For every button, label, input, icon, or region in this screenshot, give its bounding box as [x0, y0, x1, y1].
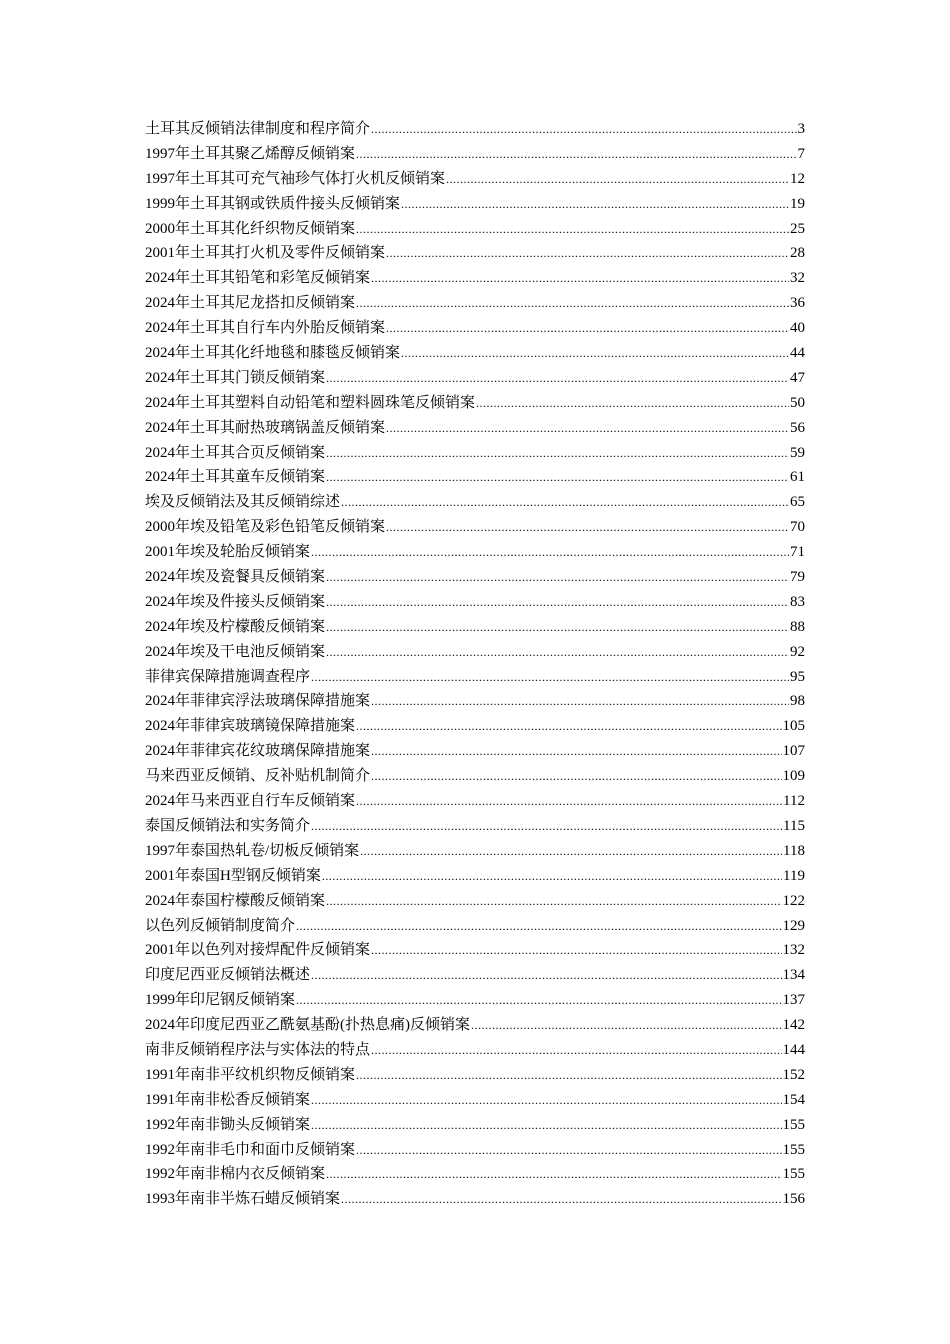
toc-entry-title: 2000年埃及铅笔及彩色铅笔反倾销案: [145, 519, 386, 536]
toc-entry[interactable]: [145, 789, 805, 814]
toc-entry-title: 2024年埃及件接头反倾销案: [145, 593, 326, 610]
toc-entry-title: 1991年南非松香反倾销案: [145, 1091, 311, 1108]
toc-entry-title: 泰国反倾销法和实务简介: [145, 817, 311, 834]
toc-entry-title: 2024年土耳其童车反倾销案: [145, 469, 326, 486]
toc-dot-leader: [371, 117, 796, 142]
toc-entry-title: 2024年土耳其自行车内外胎反倾销案: [145, 320, 386, 337]
toc-entry-page-number: 152: [782, 1066, 805, 1083]
toc-entry[interactable]: [145, 665, 805, 690]
toc-entry-title: 2001年土耳其打火机及零件反倾销案: [145, 245, 386, 262]
toc-entry-page-number: 105: [782, 718, 805, 735]
toc-dot-leader: [371, 689, 789, 714]
toc-dot-leader: [356, 217, 789, 242]
toc-entry-title: 2001年泰国H型钢反倾销案: [145, 867, 321, 884]
toc-entry-title: 南非反倾销程序法与实体法的特点: [145, 1041, 371, 1058]
toc-dot-leader: [356, 789, 782, 814]
toc-dot-leader: [326, 366, 789, 391]
toc-dot-leader: [311, 1088, 781, 1113]
toc-entry[interactable]: [145, 1088, 805, 1113]
toc-entry-title: 2024年菲律宾浮法玻璃保障措施案: [145, 693, 371, 710]
toc-dot-leader: [311, 1113, 781, 1138]
toc-entry-title: 1997年土耳其可充气袖珍气体打火机反倾销案: [145, 170, 446, 187]
toc-entry[interactable]: [145, 689, 805, 714]
toc-dot-leader: [371, 266, 789, 291]
toc-entry-title: 印度尼西亚反倾销法概述: [145, 967, 311, 984]
toc-dot-leader: [311, 540, 789, 565]
toc-entry-page-number: 98: [790, 693, 805, 710]
toc-entry-title: 2024年土耳其合页反倾销案: [145, 444, 326, 461]
toc-entry[interactable]: [145, 565, 805, 590]
toc-dot-leader: [326, 441, 789, 466]
toc-entry[interactable]: [145, 864, 805, 889]
toc-entry-title: 2000年土耳其化纤织物反倾销案: [145, 220, 356, 237]
toc-entry[interactable]: [145, 217, 805, 242]
toc-entry[interactable]: [145, 416, 805, 441]
toc-entry-title: 2024年埃及柠檬酸反倾销案: [145, 618, 326, 635]
toc-entry-title: 埃及反倾销法及其反倾销综述: [145, 494, 341, 511]
toc-entry[interactable]: [145, 241, 805, 266]
toc-entry-title: 1992年南非棉内衣反倾销案: [145, 1166, 326, 1183]
toc-entry[interactable]: [145, 1162, 805, 1187]
toc-entry-page-number: 88: [790, 618, 805, 635]
toc-entry-page-number: 112: [783, 793, 805, 810]
toc-dot-leader: [326, 565, 789, 590]
toc-dot-leader: [360, 839, 782, 864]
toc-entry-title: 马来西亚反倾销、反补贴机制简介: [145, 768, 371, 785]
toc-dot-leader: [356, 291, 789, 316]
toc-entry[interactable]: [145, 515, 805, 540]
toc-entry-title: 菲律宾保障措施调查程序: [145, 668, 311, 685]
toc-entry-page-number: 28: [790, 245, 805, 262]
toc-entry-page-number: 71: [790, 544, 805, 561]
toc-dot-leader: [386, 241, 789, 266]
toc-entry-page-number: 7: [797, 145, 805, 162]
toc-entry-title: 2024年印度尼西亚乙酰氨基酚(扑热息痛)反倾销案: [145, 1017, 470, 1034]
toc-dot-leader: [311, 814, 782, 839]
toc-entry[interactable]: [145, 714, 805, 739]
toc-entry[interactable]: [145, 764, 805, 789]
toc-dot-leader: [356, 1063, 781, 1088]
toc-dot-leader: [326, 615, 789, 640]
toc-entry-title: 1999年印尼钢反倾销案: [145, 992, 296, 1009]
toc-entry[interactable]: [145, 590, 805, 615]
toc-entry-page-number: 19: [790, 195, 805, 212]
toc-dot-leader: [311, 963, 781, 988]
toc-dot-leader: [341, 490, 789, 515]
toc-entry-title: 2024年土耳其塑料自动铅笔和塑料圆珠笔反倾销案: [145, 394, 476, 411]
toc-entry-title: 2024年土耳其耐热玻璃锅盖反倾销案: [145, 419, 386, 436]
toc-entry-title: 2024年埃及干电池反倾销案: [145, 643, 326, 660]
toc-entry-page-number: 59: [790, 444, 805, 461]
toc-entry-title: 2024年埃及瓷餐具反倾销案: [145, 569, 326, 586]
toc-entry[interactable]: [145, 366, 805, 391]
toc-entry-page-number: 70: [790, 519, 805, 536]
toc-entry-page-number: 3: [797, 121, 805, 137]
toc-entry[interactable]: [145, 341, 805, 366]
toc-entry-page-number: 25: [790, 220, 805, 237]
toc-entry-page-number: 95: [790, 668, 805, 685]
toc-dot-leader: [371, 764, 781, 789]
toc-entry-title: 2024年马来西亚自行车反倾销案: [145, 793, 356, 810]
toc-dot-leader: [341, 1187, 781, 1212]
toc-dot-leader: [386, 416, 789, 441]
toc-entry-page-number: 154: [782, 1091, 805, 1108]
toc-entry-title: 2024年土耳其化纤地毯和膝毯反倾销案: [145, 345, 401, 362]
toc-entry[interactable]: [145, 117, 805, 142]
toc-entry-title: 2024年菲律宾花纹玻璃保障措施案: [145, 743, 371, 760]
toc-entry-page-number: 65: [790, 494, 805, 511]
toc-entry-page-number: 156: [782, 1191, 805, 1208]
toc-entry-page-number: 36: [790, 295, 805, 312]
toc-entry[interactable]: [145, 938, 805, 963]
toc-entry-title: 1993年南非半炼石蜡反倾销案: [145, 1191, 341, 1208]
toc-entry-page-number: 122: [782, 892, 805, 909]
toc-entry-page-number: 32: [790, 270, 805, 287]
toc-entry[interactable]: [145, 1113, 805, 1138]
toc-entry-title: 1997年土耳其聚乙烯醇反倾销案: [145, 145, 356, 162]
toc-entry[interactable]: [145, 266, 805, 291]
toc-entry-page-number: 132: [782, 942, 805, 959]
toc-entry-page-number: 44: [790, 345, 805, 362]
toc-entry-page-number: 40: [790, 320, 805, 337]
table-of-contents: [145, 117, 805, 1212]
toc-dot-leader: [322, 864, 782, 889]
toc-entry-page-number: 142: [782, 1017, 805, 1034]
toc-entry[interactable]: [145, 1138, 805, 1163]
toc-entry-title: 1999年土耳其钢或铁质件接头反倾销案: [145, 195, 401, 212]
toc-entry[interactable]: [145, 988, 805, 1013]
toc-entry[interactable]: [145, 167, 805, 192]
toc-dot-leader: [311, 665, 789, 690]
toc-entry[interactable]: [145, 914, 805, 939]
toc-entry-title: 以色列反倾销制度简介: [145, 917, 296, 934]
toc-entry[interactable]: [145, 490, 805, 515]
toc-entry-page-number: 12: [790, 170, 805, 187]
toc-entry[interactable]: [145, 739, 805, 764]
toc-entry[interactable]: [145, 889, 805, 914]
toc-entry[interactable]: [145, 1038, 805, 1063]
toc-entry-page-number: 155: [782, 1166, 805, 1183]
toc-entry-title: 2024年土耳其铅笔和彩笔反倾销案: [145, 270, 371, 287]
toc-entry-title: 1997年泰国热轧卷/切板反倾销案: [145, 842, 360, 859]
toc-dot-leader: [326, 640, 789, 665]
toc-entry-title: 2024年泰国柠檬酸反倾销案: [145, 892, 326, 909]
toc-entry-title: 1992年南非毛巾和面巾反倾销案: [145, 1141, 356, 1158]
toc-entry-title: 2001年埃及轮胎反倾销案: [145, 544, 311, 561]
toc-dot-leader: [326, 465, 789, 490]
toc-entry[interactable]: [145, 640, 805, 665]
toc-dot-leader: [471, 1013, 782, 1038]
toc-entry[interactable]: [145, 465, 805, 490]
toc-entry-page-number: 137: [782, 992, 805, 1009]
toc-entry[interactable]: [145, 615, 805, 640]
toc-entry-page-number: 79: [790, 569, 805, 586]
toc-entry-title: 2024年菲律宾玻璃镜保障措施案: [145, 718, 356, 735]
toc-dot-leader: [326, 889, 781, 914]
toc-entry-page-number: 109: [782, 768, 805, 785]
toc-dot-leader: [401, 192, 789, 217]
toc-dot-leader: [446, 167, 789, 192]
toc-entry-page-number: 61: [790, 469, 805, 486]
toc-dot-leader: [371, 938, 781, 963]
toc-entry[interactable]: [145, 540, 805, 565]
toc-entry-title: 土耳其反倾销法律制度和程序简介: [145, 121, 371, 137]
toc-entry-page-number: 155: [782, 1141, 805, 1158]
toc-dot-leader: [386, 316, 789, 341]
toc-entry[interactable]: [145, 192, 805, 217]
toc-entry[interactable]: [145, 441, 805, 466]
toc-entry-page-number: 47: [790, 369, 805, 386]
toc-entry[interactable]: [145, 391, 805, 416]
toc-dot-leader: [326, 1162, 781, 1187]
toc-entry-page-number: 92: [790, 643, 805, 660]
toc-entry-page-number: 83: [790, 593, 805, 610]
toc-dot-leader: [326, 590, 789, 615]
toc-entry-title: 2001年以色列对接焊配件反倾销案: [145, 942, 371, 959]
toc-dot-leader: [371, 739, 781, 764]
toc-entry-page-number: 119: [783, 867, 805, 884]
toc-entry-page-number: 144: [782, 1041, 805, 1058]
toc-entry[interactable]: [145, 1013, 805, 1038]
toc-dot-leader: [356, 142, 796, 167]
toc-entry[interactable]: [145, 316, 805, 341]
toc-dot-leader: [296, 914, 781, 939]
toc-entry-page-number: 107: [782, 743, 805, 760]
toc-dot-leader: [356, 714, 781, 739]
toc-dot-leader: [401, 341, 789, 366]
toc-dot-leader: [356, 1138, 781, 1163]
toc-entry-title: 2024年土耳其尼龙搭扣反倾销案: [145, 295, 356, 312]
toc-entry[interactable]: [145, 142, 805, 167]
toc-dot-leader: [476, 391, 789, 416]
toc-entry[interactable]: [145, 291, 805, 316]
toc-dot-leader: [296, 988, 781, 1013]
toc-entry-page-number: 118: [783, 842, 805, 859]
toc-entry[interactable]: [145, 1187, 805, 1212]
toc-dot-leader: [386, 515, 789, 540]
toc-entry-title: 1991年南非平纹机织物反倾销案: [145, 1066, 356, 1083]
toc-entry[interactable]: [145, 814, 805, 839]
toc-dot-leader: [371, 1038, 781, 1063]
toc-entry[interactable]: [145, 1063, 805, 1088]
toc-entry-page-number: 56: [790, 419, 805, 436]
toc-entry-page-number: 115: [783, 817, 805, 834]
toc-entry-page-number: 50: [790, 394, 805, 411]
toc-entry[interactable]: [145, 839, 805, 864]
toc-entry-title: 1992年南非锄头反倾销案: [145, 1116, 311, 1133]
toc-entry-page-number: 134: [782, 967, 805, 984]
toc-entry-page-number: 129: [782, 917, 805, 934]
toc-entry[interactable]: [145, 963, 805, 988]
toc-entry-page-number: 155: [782, 1116, 805, 1133]
toc-entry-title: 2024年土耳其门锁反倾销案: [145, 369, 326, 386]
